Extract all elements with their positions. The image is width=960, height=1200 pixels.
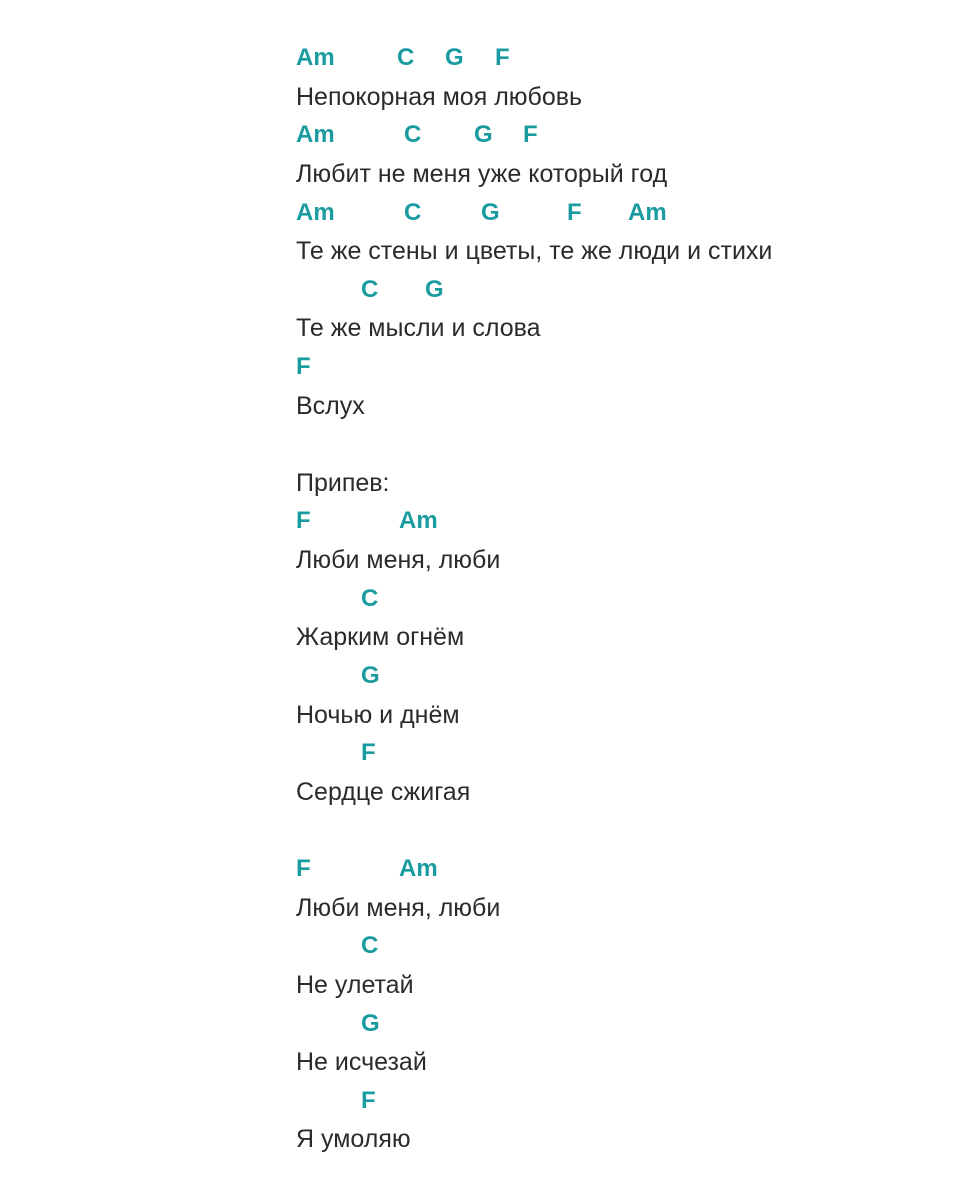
chord: F bbox=[361, 1087, 376, 1114]
chord: G bbox=[474, 121, 493, 148]
lyric-text: Ночью и днём bbox=[296, 701, 460, 729]
chord: F bbox=[495, 44, 510, 71]
chord-line bbox=[0, 1084, 960, 1118]
lyric-text: Люби меня, люби bbox=[296, 546, 501, 574]
lyric-text: Жарким огнём bbox=[296, 623, 465, 651]
lyric-text: Любит не меня уже который год bbox=[296, 160, 668, 188]
lyric-line bbox=[0, 620, 960, 654]
lyric-text: Не улетай bbox=[296, 971, 414, 999]
chord: C bbox=[397, 44, 415, 71]
chord: Am bbox=[399, 855, 438, 882]
section-heading bbox=[0, 466, 960, 500]
lyric-line bbox=[0, 234, 960, 268]
chord-line bbox=[0, 273, 960, 307]
chord-line bbox=[0, 196, 960, 230]
lyric-line bbox=[0, 80, 960, 114]
chord-line bbox=[0, 504, 960, 538]
lyric-text: Люби меня, люби bbox=[296, 894, 501, 922]
lyric-text: Те же мысли и слова bbox=[296, 314, 541, 342]
lyric-text: Не исчезай bbox=[296, 1048, 427, 1076]
chord: C bbox=[404, 199, 422, 226]
chord: Am bbox=[628, 199, 667, 226]
chord-line bbox=[0, 852, 960, 886]
chord-line bbox=[0, 1007, 960, 1041]
chord: F bbox=[296, 353, 311, 380]
lyric-line bbox=[0, 891, 960, 925]
chord: G bbox=[425, 276, 444, 303]
lyric-text: Непокорная моя любовь bbox=[296, 83, 583, 111]
lyric-line bbox=[0, 157, 960, 191]
chord: Am bbox=[296, 121, 335, 148]
chord: Am bbox=[296, 199, 335, 226]
chord: F bbox=[361, 739, 376, 766]
lyric-text: Я умоляю bbox=[296, 1125, 411, 1153]
lyric-line bbox=[0, 389, 960, 423]
lyric-line bbox=[0, 968, 960, 1002]
chord-line bbox=[0, 350, 960, 384]
lyric-line bbox=[0, 543, 960, 577]
chord: F bbox=[523, 121, 538, 148]
lyric-text: Сердце сжигая bbox=[296, 778, 471, 806]
chord: G bbox=[445, 44, 464, 71]
chord-line bbox=[0, 929, 960, 963]
lyric-text: Те же стены и цветы, те же люди и стихи bbox=[296, 237, 773, 265]
chord: Am bbox=[296, 44, 335, 71]
chord: Am bbox=[399, 507, 438, 534]
lyric-line bbox=[0, 1122, 960, 1156]
chord: G bbox=[361, 1010, 380, 1037]
chord-line bbox=[0, 582, 960, 616]
chord-line bbox=[0, 736, 960, 770]
lyric-text: Вслух bbox=[296, 392, 365, 420]
lyric-line bbox=[0, 1045, 960, 1079]
chord: C bbox=[361, 276, 379, 303]
chord: C bbox=[361, 932, 379, 959]
lyric-line bbox=[0, 698, 960, 732]
chord-line bbox=[0, 118, 960, 152]
lyric-line bbox=[0, 311, 960, 345]
chord: C bbox=[361, 585, 379, 612]
chord: F bbox=[296, 507, 311, 534]
chord: F bbox=[567, 199, 582, 226]
chord: G bbox=[361, 662, 380, 689]
chord-line bbox=[0, 659, 960, 693]
chord: G bbox=[481, 199, 500, 226]
chord: C bbox=[404, 121, 422, 148]
chord: F bbox=[296, 855, 311, 882]
lyric-line bbox=[0, 775, 960, 809]
chord-line bbox=[0, 41, 960, 75]
chorus-heading: Припев: bbox=[296, 469, 390, 497]
